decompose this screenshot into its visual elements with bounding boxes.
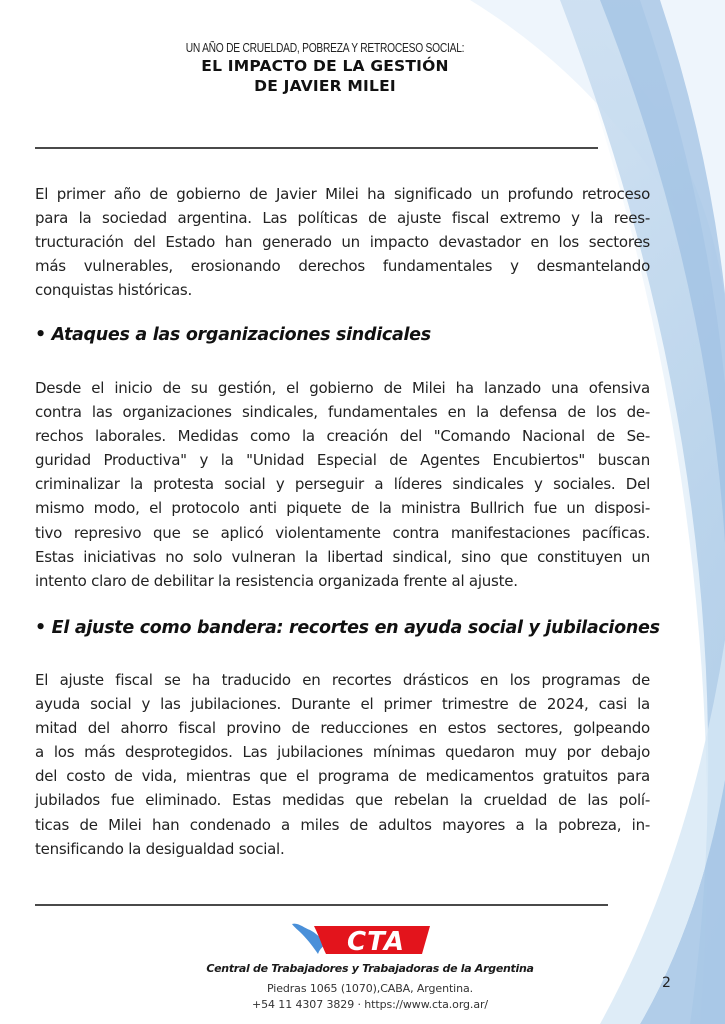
text-line: mismo modo, el protocolo anti piquete de la ministra Bullrich fue un disposi-: [35, 499, 650, 518]
text-line: más vulnerables, erosionando derechos fundamentales y desmantelando: [35, 257, 650, 276]
text-line: conquistas históricas.: [35, 281, 193, 300]
text-line: guridad Productiva" y la "Unidad Especial de Agentes Encubiertos" buscan: [35, 451, 650, 470]
organization-address: Piedras 1065 (1070),CABA, Argentina.: [266, 982, 474, 995]
section-paragraph-unions: [35, 376, 650, 593]
bottom-divider: [35, 904, 608, 906]
text-line: criminalizar la protesta social y perseguir a líderes sindicales y sociales. Del: [35, 475, 650, 494]
text-line: Estas iniciativas no solo vulneran la libertad sindical, sino que constituyen un: [35, 547, 650, 566]
section-heading-unions: • Ataques a las organizaciones sindicales: [35, 325, 431, 345]
text-line: del costo de vida, mientras que el programa de medicamentos gratuitos para: [35, 767, 650, 786]
logo-text: CTA: [347, 927, 405, 957]
text-line: Desde el inicio de su gestión, el gobierno de Milei ha lanzado una ofensiva: [35, 379, 650, 397]
text-line: jubilados fue eliminado. Estas medidas que rebelan la crueldad de las polí-: [35, 791, 650, 810]
header-title-line: DE JAVIER MILEI: [254, 77, 396, 95]
header-kicker: UN AÑO DE CRUELDAD, POBREZA Y RETROCESO SOCIAL:: [185, 41, 465, 55]
page-number: 2: [662, 975, 671, 991]
cta-logo: [290, 918, 435, 958]
text-line: tivo represivo que se aplicó violentamente contra manifestaciones pacíficas.: [35, 523, 650, 542]
section-heading-austerity: • El ajuste como bandera: recortes en ayuda social y jubilaciones: [35, 618, 660, 638]
text-line: mitad del ahorro fiscal provino de reducciones en estos sectores, golpeando: [35, 719, 650, 738]
text-line: a los más desprotegidos. Las jubilaciones mínimas quedaron muy por debajo: [35, 743, 650, 762]
text-line: contra las organizaciones sindicales, fundamentales en la defensa de los de-: [35, 403, 650, 422]
text-line: intento claro de debilitar la resistencia organizada frente al ajuste.: [35, 571, 518, 590]
organization-name: Central de Trabajadores y Trabajadoras de la Argentina: [206, 962, 534, 975]
header-title-line: EL IMPACTO DE LA GESTIÓN: [201, 57, 449, 75]
text-line: tensificando la desigualdad social.: [35, 839, 285, 858]
top-divider: [35, 147, 598, 149]
text-line: tructuración del Estado han generado un impacto devastador en los sectores: [35, 233, 650, 252]
text-line: ticas de Milei han condenado a miles de adultos mayores a la pobreza, in-: [35, 815, 650, 834]
text-line: rechos laborales. Medidas como la creación del "Comando Nacional de Se-: [35, 427, 650, 446]
text-line: El primer año de gobierno de Javier Milei ha significado un profundo retroceso: [35, 185, 650, 203]
text-line: ayuda social y las jubilaciones. Durante el primer trimestre de 2024, casi la: [35, 695, 650, 714]
intro-paragraph: [35, 182, 650, 302]
text-line: para la sociedad argentina. Las políticas de ajuste fiscal extremo y la rees-: [35, 209, 650, 228]
organization-contact: +54 11 4307 3829 · https://www.cta.org.ar/: [252, 998, 488, 1011]
document-header: [0, 40, 650, 96]
section-paragraph-austerity: [35, 668, 650, 861]
text-line: El ajuste fiscal se ha traducido en recortes drásticos en los programas de: [35, 671, 650, 689]
